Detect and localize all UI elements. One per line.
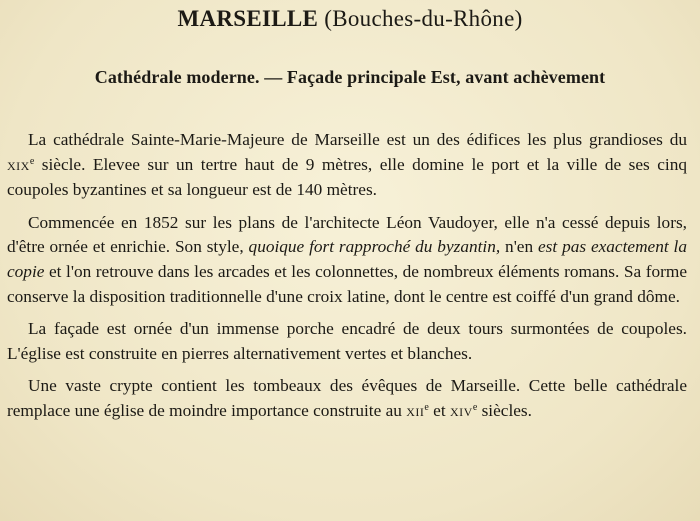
century-numeral: XII: [406, 404, 425, 419]
p4-text-a: Une vaste crypte contient les tombeaux des évêques de Marseille. Cette belle cathédrale remplace une église de moindre importance construite au: [7, 376, 687, 420]
title-department: (Bouches-du-Rhône): [324, 6, 523, 31]
p2-text-a: Commencée en 1852 sur les plans de l'architecte Léon Vaudoyer, elle n'a cessé depuis lors, d'être ornée et enrichie. Son style,: [7, 212, 687, 257]
p2-text-b: n'en: [500, 237, 538, 257]
superscript: e: [29, 155, 35, 167]
p2-italic-2: est pas exactement la copie: [7, 237, 687, 281]
title-city: MARSEILLE: [177, 6, 319, 31]
paragraph-2: [7, 211, 687, 309]
superscript: e: [424, 401, 429, 413]
p2-italic-1: quoique fort rapproché du byzantin,: [248, 237, 501, 257]
p4-text-b: siècles.: [477, 400, 532, 420]
paragraph-3: La façade est ornée d'un immense porche encadré de deux tours surmontées de coupoles. L'église est construite en pierres alternativement vertes et blanches.: [7, 319, 687, 363]
paragraph-4: [7, 374, 687, 424]
superscript: e: [472, 401, 478, 413]
p4-text-mid: et: [428, 400, 450, 420]
page-title: [0, 6, 700, 32]
century-numeral: XIX: [7, 158, 30, 173]
page-subtitle: Cathédrale moderne. — Façade principale Est, avant achèvement: [94, 67, 606, 87]
century-numeral: XIV: [449, 404, 473, 419]
p1-text-b: siècle. Elevee sur un tertre haut de 9 mètres, elle domine le port et la ville de ses cinq coupoles byzantines et sa longueur est de 140 mètres.: [7, 154, 687, 200]
paragraph-1: [7, 128, 687, 203]
body-text: [7, 128, 687, 425]
p1-text-a: La cathédrale Sainte-Marie-Majeure de Marseille est un des édifices les plus grandioses du: [28, 130, 687, 149]
p2-text-c: et l'on retrouve dans les arcades et les colonnettes, de nombreux éléments romans. Sa forme conserve la disposition traditionnelle d'une croix latine, dont le centre est coiffé d'un grand dôme.: [7, 261, 687, 306]
